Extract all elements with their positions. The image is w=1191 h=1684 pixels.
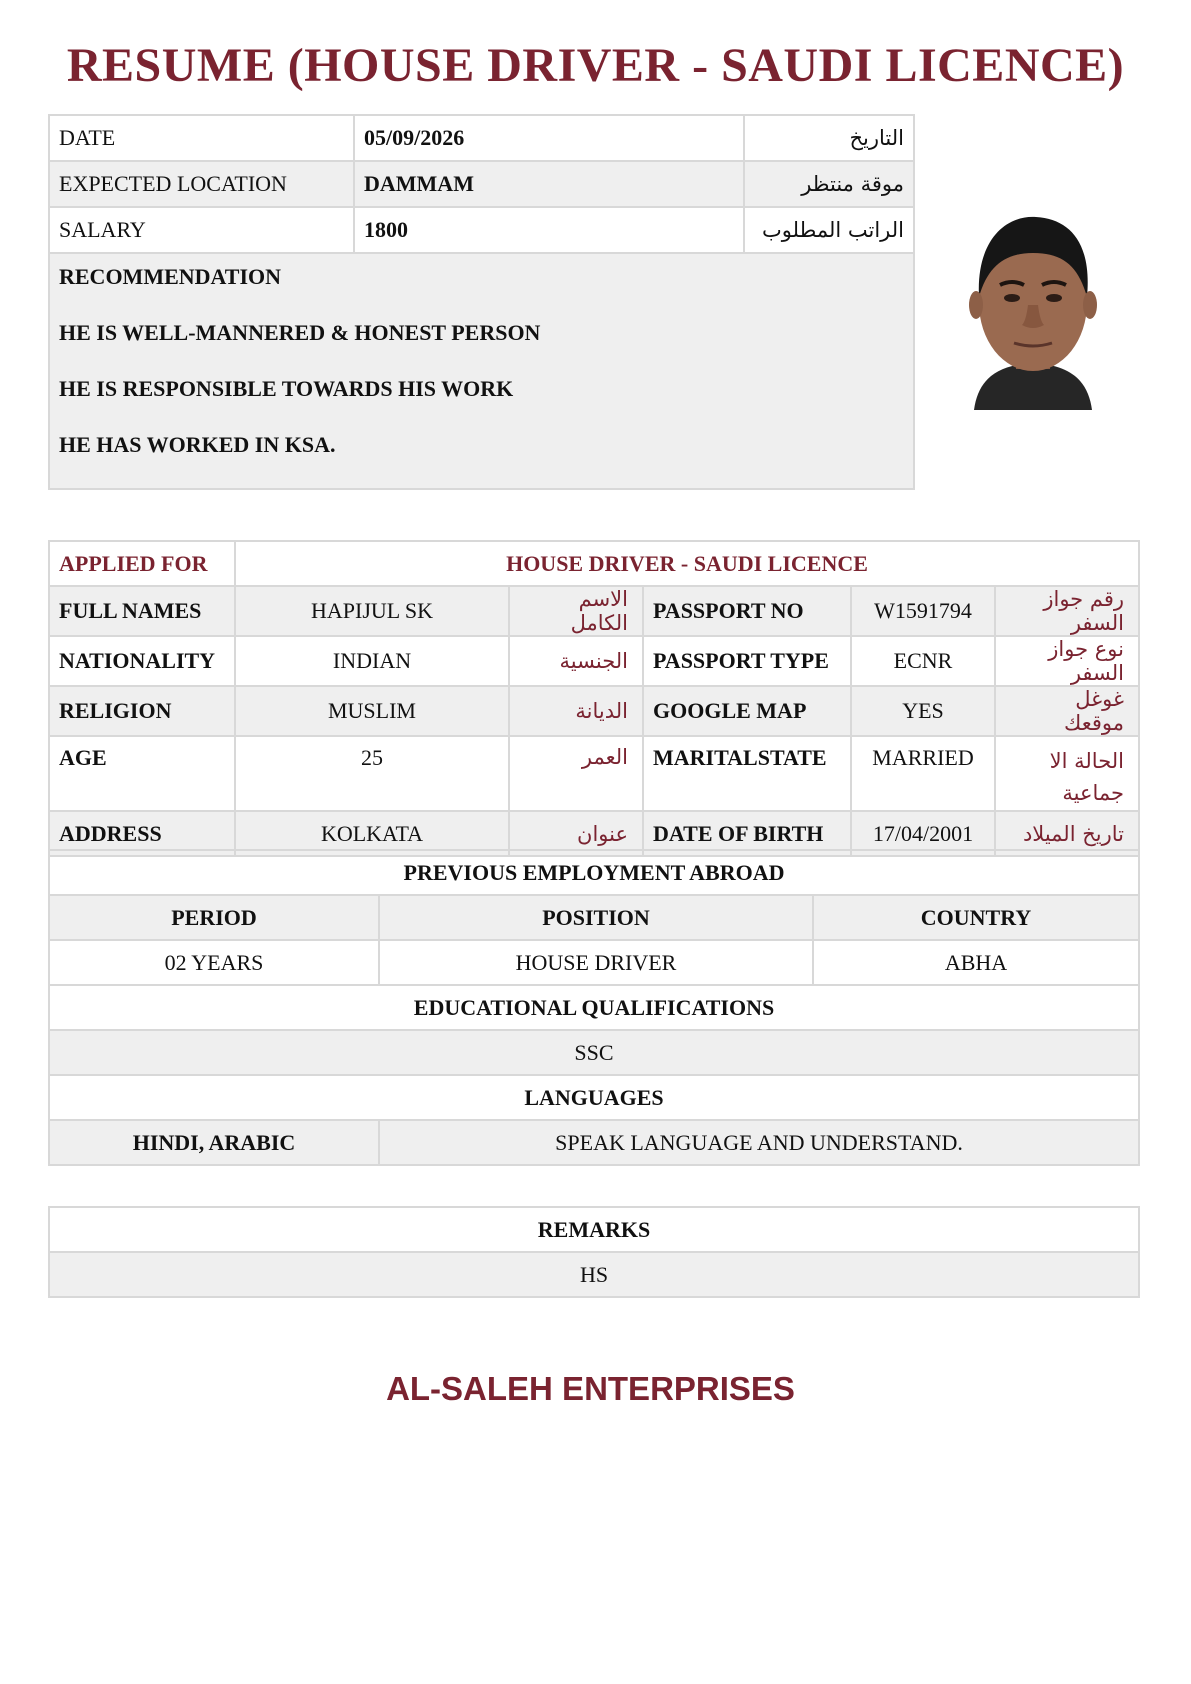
religion-arabic: الديانة	[509, 686, 643, 736]
full-names-arabic: الاسم الكامل	[509, 586, 643, 636]
employment-table	[48, 849, 1140, 1166]
age-label: AGE	[49, 736, 235, 811]
date-arabic: التاريخ	[744, 115, 914, 161]
education-heading: EDUCATIONAL QUALIFICATIONS	[49, 985, 1139, 1030]
passport-no-label: PASSPORT NO	[643, 586, 851, 636]
languages-heading: LANGUAGES	[49, 1075, 1139, 1120]
candidate-photo	[966, 205, 1100, 410]
location-value: DAMMAM	[354, 161, 744, 207]
google-map-label: GOOGLE MAP	[643, 686, 851, 736]
google-map-value: YES	[851, 686, 995, 736]
passport-type-value: ECNR	[851, 636, 995, 686]
languages-heading-row	[49, 1075, 1139, 1120]
employment-row	[49, 940, 1139, 985]
details-row	[49, 636, 1139, 686]
google-map-arabic: غوغل موقعك	[995, 686, 1139, 736]
nationality-value: INDIAN	[235, 636, 509, 686]
employment-heading-row	[49, 850, 1139, 895]
details-table	[48, 540, 1140, 857]
marital-state-value: MARRIED	[851, 736, 995, 811]
recommendation-line: HE HAS WORKED IN KSA.	[59, 432, 336, 457]
period-value: 02 YEARS	[49, 940, 379, 985]
remarks-row	[49, 1252, 1139, 1297]
recommendation-box	[49, 253, 914, 489]
summary-row-date	[49, 115, 914, 161]
education-heading-row	[49, 985, 1139, 1030]
location-arabic: موقة منتظر	[744, 161, 914, 207]
recommendation-line: HE IS RESPONSIBLE TOWARDS HIS WORK	[59, 376, 514, 401]
education-value: SSC	[49, 1030, 1139, 1075]
country-value: ABHA	[813, 940, 1139, 985]
location-label: EXPECTED LOCATION	[49, 161, 354, 207]
recommendation-row	[49, 253, 914, 489]
salary-value: 1800	[354, 207, 744, 253]
address-value: KOLKATA	[235, 811, 509, 856]
passport-type-label: PASSPORT TYPE	[643, 636, 851, 686]
marital-state-label: MARITALSTATE	[643, 736, 851, 811]
full-names-label: FULL NAMES	[49, 586, 235, 636]
remarks-heading: REMARKS	[49, 1207, 1139, 1252]
address-label: ADDRESS	[49, 811, 235, 856]
religion-value: MUSLIM	[235, 686, 509, 736]
recommendation-heading: RECOMMENDATION	[59, 264, 282, 289]
date-label: DATE	[49, 115, 354, 161]
nationality-arabic: الجنسية	[509, 636, 643, 686]
date-of-birth-arabic: تاريخ الميلاد	[995, 811, 1139, 856]
page-title: RESUME (HOUSE DRIVER - SAUDI LICENCE)	[66, 39, 1125, 92]
summary-row-salary	[49, 207, 914, 253]
details-row	[49, 686, 1139, 736]
date-of-birth-value: 17/04/2001	[851, 811, 995, 856]
salary-arabic: الراتب المطلوب	[744, 207, 914, 253]
passport-no-value: W1591794	[851, 586, 995, 636]
details-row	[49, 736, 1139, 811]
applied-for-value: HOUSE DRIVER - SAUDI LICENCE	[235, 541, 1139, 586]
languages-level: SPEAK LANGUAGE AND UNDERSTAND.	[379, 1120, 1139, 1165]
full-names-value: HAPIJUL SK	[235, 586, 509, 636]
position-header: POSITION	[379, 895, 813, 940]
marital-state-arabic: الحالة الا جماعية	[995, 736, 1139, 811]
summary-row-location	[49, 161, 914, 207]
period-header: PERIOD	[49, 895, 379, 940]
country-header: COUNTRY	[813, 895, 1139, 940]
address-arabic: عنوان	[509, 811, 643, 856]
remarks-heading-row	[49, 1207, 1139, 1252]
date-of-birth-label: DATE OF BIRTH	[643, 811, 851, 856]
languages-names: HINDI, ARABIC	[49, 1120, 379, 1165]
age-value: 25	[235, 736, 509, 811]
remarks-table	[48, 1206, 1140, 1298]
remarks-value: HS	[49, 1252, 1139, 1297]
employment-heading: PREVIOUS EMPLOYMENT ABROAD	[49, 850, 1139, 895]
languages-row	[49, 1120, 1139, 1165]
employment-header-row	[49, 895, 1139, 940]
age-arabic: العمر	[509, 736, 643, 811]
passport-no-arabic: رقم جواز السفر	[995, 586, 1139, 636]
applied-for-row	[49, 541, 1139, 586]
applied-for-label: APPLIED FOR	[49, 541, 235, 586]
religion-label: RELIGION	[49, 686, 235, 736]
passport-type-arabic: نوع جواز السفر	[995, 636, 1139, 686]
education-row	[49, 1030, 1139, 1075]
summary-table	[48, 114, 915, 490]
company-name: AL-SALEH ENTERPRISES	[386, 1370, 795, 1407]
recommendation-line: HE IS WELL-MANNERED & HONEST PERSON	[59, 320, 541, 345]
nationality-label: NATIONALITY	[49, 636, 235, 686]
details-row	[49, 586, 1139, 636]
date-value: 05/09/2026	[354, 115, 744, 161]
position-value: HOUSE DRIVER	[379, 940, 813, 985]
salary-label: SALARY	[49, 207, 354, 253]
